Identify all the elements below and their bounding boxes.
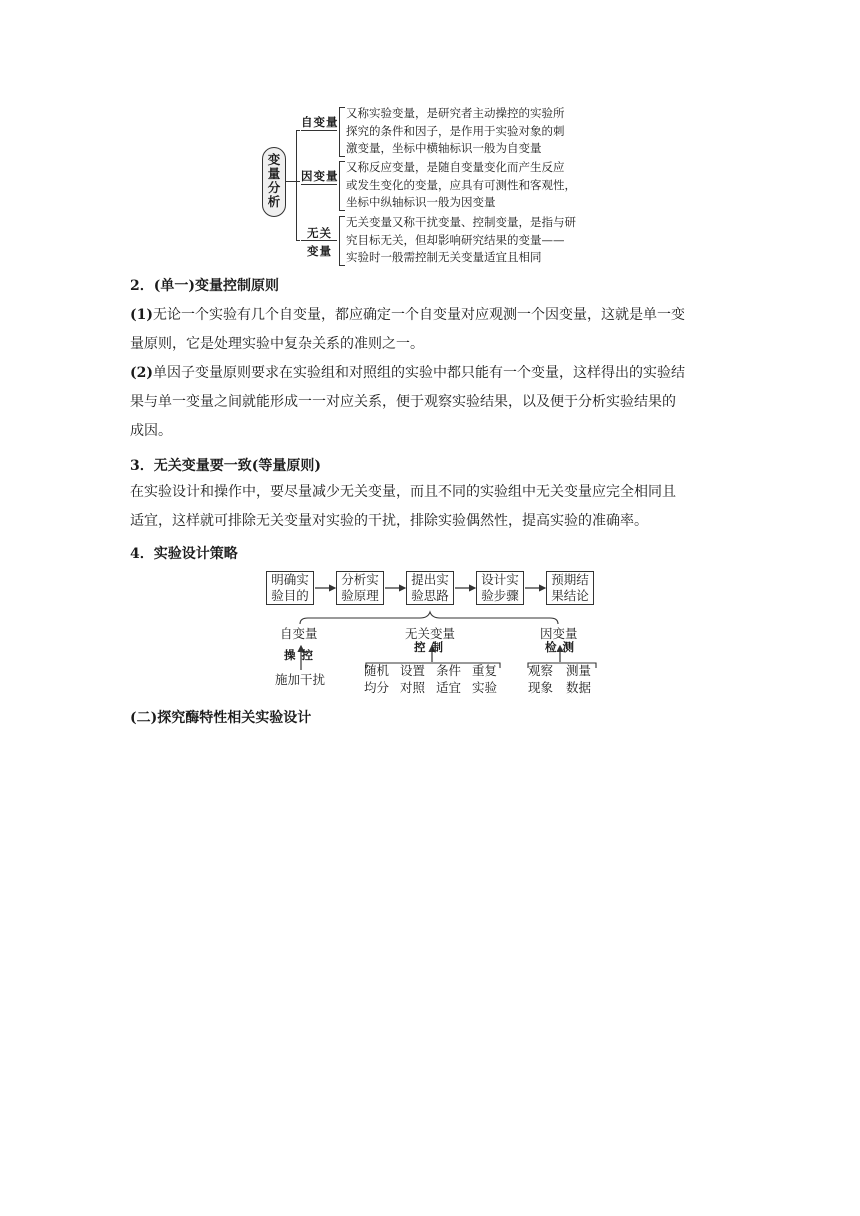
flow-box-line: 分析实 xyxy=(341,572,379,587)
irrelevant-verb: 控制 xyxy=(414,640,449,654)
irrelevant-item xyxy=(400,662,425,696)
bracket xyxy=(339,161,345,211)
item-line: 重复 xyxy=(472,663,498,678)
irrelevant-item xyxy=(472,662,497,696)
branch-label-irrelevant: 无关 xyxy=(307,226,332,240)
paragraph-line: 在实验设计和操作中，要尽量减少无关变量，而且不同的实验组中无关变量应完全相同且 xyxy=(130,484,676,500)
branch-tick xyxy=(296,181,300,182)
flow-box-line: 验原理 xyxy=(341,588,379,603)
branch-label-irrelevant: 变量 xyxy=(307,244,332,258)
bracket xyxy=(339,216,345,266)
item-line: 对照 xyxy=(400,680,426,695)
desc-line: 激变量，坐标中横轴标识一般为自变量 xyxy=(346,141,542,155)
connector-line xyxy=(286,181,296,182)
bracket xyxy=(339,107,345,157)
independent-variable-label: 自变量 xyxy=(280,626,318,641)
paragraph-line: 量原则，它是处理实验中复杂关系的准则之一。 xyxy=(130,336,424,352)
independent-item: 施加干扰 xyxy=(275,672,326,687)
flow-box-line: 设计实 xyxy=(481,572,519,587)
desc-line: 坐标中纵轴标识一般为因变量 xyxy=(346,195,496,209)
desc-line: 或发生变化的变量，应具有可测性和客观性， xyxy=(346,177,576,192)
brace xyxy=(300,612,558,624)
paragraph-line: 适宜，这样就可排除无关变量对实验的干扰，排除实验偶然性，提高实验的准确率。 xyxy=(130,513,648,529)
item-line: 现象 xyxy=(528,680,554,695)
desc-line: 无关变量又称干扰变量、控制变量，是指与研 xyxy=(346,215,576,229)
irrelevant-item xyxy=(436,662,461,696)
desc-line: 究目标无关，但却影响研究结果的变量—— xyxy=(346,232,565,247)
paragraph-number: (2) xyxy=(130,365,153,381)
variable-analysis-oval xyxy=(262,147,286,217)
branch-description xyxy=(346,105,565,158)
branch-tick xyxy=(296,130,300,131)
paragraph-number: (1) xyxy=(130,307,153,323)
flow-box-line: 提出实 xyxy=(411,572,449,587)
branch-description xyxy=(346,159,576,212)
independent-verb: 操控 xyxy=(284,648,319,662)
dependent-verb: 检测 xyxy=(545,640,580,654)
paragraph xyxy=(130,301,685,359)
oval-char: 析 xyxy=(267,194,281,209)
dependent-item xyxy=(528,662,553,696)
item-line: 随机 xyxy=(364,663,390,678)
oval-char: 量 xyxy=(267,166,281,181)
section-heading: 4．实验设计策略 xyxy=(130,546,238,562)
branch-vertical-line xyxy=(296,130,297,240)
item-line: 设置 xyxy=(400,663,426,678)
flow-box-line: 果结论 xyxy=(551,588,589,603)
label-underline xyxy=(301,130,337,131)
item-line: 观察 xyxy=(528,663,554,678)
dependent-variable-label: 因变量 xyxy=(540,626,578,641)
section-heading: 3．无关变量要一致(等量原则) xyxy=(130,458,321,474)
desc-line: 实验时一般需控制无关变量适宜且相同 xyxy=(346,250,542,264)
flow-box-line: 验思路 xyxy=(411,588,449,603)
dependent-item xyxy=(566,662,591,696)
desc-line: 探究的条件和因子，是作用于实验对象的刺 xyxy=(346,123,565,138)
label-underline xyxy=(301,184,337,185)
desc-line: 又称实验变量，是研究者主动操控的实验所 xyxy=(346,106,565,120)
paragraph-line: 无论一个实验有几个自变量，都应确定一个自变量对应观测一个因变量，这就是单一变 xyxy=(153,307,685,323)
flow-box-line: 验目的 xyxy=(271,588,309,603)
flow-box-line: 预期结 xyxy=(551,572,589,587)
oval-char: 分 xyxy=(267,180,281,195)
item-line: 条件 xyxy=(436,663,462,678)
item-line: 适宜 xyxy=(436,680,462,695)
oval-char: 变 xyxy=(267,152,281,167)
branch-label-independent: 自变量 xyxy=(301,115,339,129)
paragraph xyxy=(130,359,685,446)
flow-box-line: 验步骤 xyxy=(481,588,519,603)
desc-line: 又称反应变量，是随自变量变化而产生反应 xyxy=(346,160,565,174)
item-line: 实验 xyxy=(472,680,498,695)
flow-box-line: 明确实 xyxy=(271,572,309,587)
branch-label-dependent: 因变量 xyxy=(301,169,339,183)
item-line: 测量 xyxy=(566,663,592,678)
item-line: 数据 xyxy=(566,680,592,695)
section-heading: (二)探究酶特性相关实验设计 xyxy=(130,710,312,726)
label-underline xyxy=(301,240,337,241)
paragraph xyxy=(130,478,676,536)
irrelevant-item xyxy=(364,662,389,696)
paragraph-line: 成因。 xyxy=(130,423,172,439)
branch-description xyxy=(346,214,576,267)
item-line: 均分 xyxy=(364,680,390,695)
irrelevant-variable-label: 无关变量 xyxy=(405,626,456,641)
branch-tick xyxy=(296,240,300,241)
paragraph-line: 果与单一变量之间就能形成一一对应关系，便于观察实验结果，以及便于分析实验结果的 xyxy=(130,394,676,410)
section-heading: 2．(单一)变量控制原则 xyxy=(130,278,279,294)
paragraph-line: 单因子变量原则要求在实验组和对照组的实验中都只能有一个变量，这样得出的实验结 xyxy=(153,365,685,381)
